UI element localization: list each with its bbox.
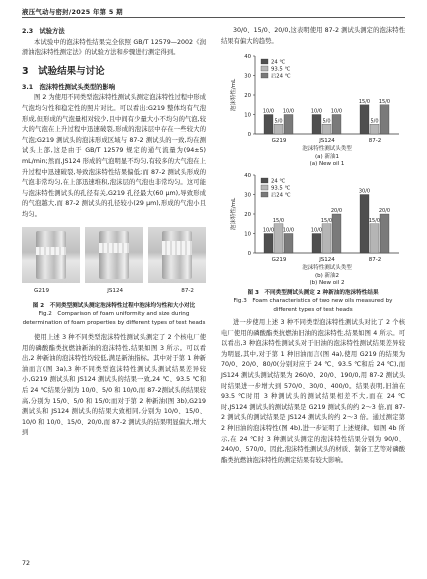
bar [360, 105, 369, 134]
y-tick-label: 20 [244, 93, 251, 100]
x-tick-label: JS124 [319, 257, 335, 264]
photo-labels [22, 283, 206, 297]
bar-data-label: 10/0 [262, 108, 275, 115]
chart-a [221, 50, 405, 167]
bar [264, 115, 273, 135]
bar [332, 214, 341, 253]
photo-label: 87-2 [181, 287, 194, 294]
legend-label: 93.5 ℃ [271, 66, 291, 73]
bar-data-label: 20/0 [330, 208, 343, 215]
photo-g219 [22, 227, 80, 283]
bar [322, 124, 331, 134]
bar [264, 234, 273, 254]
bar-data-label: 15/0 [320, 217, 333, 224]
body-paragraph: 进一步使用上述 3 种不同类型泡沫特性测试头对比了 2 个核电厂使用的磷酸酯类抗燃油旧油的泡沫特性,结果如图 4 所示。可以看出,3 种泡沫特性测试头对于旧油的泡沫特性测试结果差异较为明显,其中,对于第 1 种旧油而言(图 4a),使用 G219 的结果为 70/0、20/0、80/0(分别对应于 24 ℃、93.5 ℃和后 24 ℃),而 JS124 测试头测试结果为 260/0、20/0、190/0,用 87-2 测试头时结果进一步增大到 570/0、30/0、400/0。结果表明,旧油在 93.5 ℃时用 3 种测试头的测试结果相差不大,而在 24 ℃时,JS124 测试头的测试结果是 G219 测试头的约 2～3 倍,而 87-2 测试头的测试结果是 JS124 测试头的约 2～3 倍。通过测定第 2 种旧油的泡沫特性(图 4b),进一步证明了上述规律。如图 4b 所示,在 24 ℃时 3 种测试头测定的泡沫特性结果分别为 90/0、240/0、570/0。因此,泡沫特性测试头的材质、制备工艺等对磷酸酯类抗燃油泡沫特性的测定结果有较大影响。 [221, 319, 405, 464]
bar-data-label: 5/0 [370, 118, 379, 125]
chart-subtitle: (a) 新油1 [315, 154, 339, 161]
x-tick-label: G219 [271, 138, 287, 145]
bar [360, 195, 369, 254]
bar [370, 124, 379, 134]
header-rule [22, 17, 405, 18]
legend-swatch [261, 59, 268, 64]
photo-87-2 [148, 227, 206, 283]
legend-swatch [261, 185, 268, 190]
y-tick-label: 0 [247, 251, 251, 258]
bar-data-label: 15/0 [358, 98, 371, 105]
bar-data-label: 15/0 [272, 217, 285, 224]
bar-data-label: 5/0 [322, 118, 331, 125]
body-paragraph: 30/0、15/0、20/0,这表明使用 87-2 测试头测定的泡沫特性结果有偏大的趋势。 [221, 27, 405, 45]
bar-data-label: 10/0 [310, 227, 323, 234]
x-axis-label: 泡沫特性测试头类型 [302, 265, 352, 272]
section-2-3-text: 本试验中的泡沫特性结果完全依照 GB/T 12579—2002《润滑油泡沫特性测定法》的试验方法和步骤进行测定得到。 [22, 38, 206, 57]
figure-3-caption-cn: 图 3 不同类型测试头测定 2 种新油的泡沫特性结果 [247, 290, 379, 297]
chart-subtitle-en: (a) New oil 1 [309, 161, 345, 168]
chart-subtitle: (b) 新油2 [314, 273, 340, 280]
photo-label: G219 [34, 287, 50, 294]
y-tick-label: 10 [244, 231, 251, 238]
bar [380, 105, 389, 134]
y-tick-label: 20 [244, 212, 251, 219]
chart-b-svg [221, 169, 405, 286]
section-3-1-text: 图 2 为使用不同类型泡沫特性测试头测定泡沫特性过程中形成气泡均匀性和稳定性的照片对比。可以看出:G219 整体均有气泡形成,但形成的气泡量相对较少,且中间有少量大小不均匀的气泡,较大的气泡在上升过程中迅速破裂,形成的泡沫层中存在一些较大的气泡;G219 测试头的泡沫形成区域与 87-2 测试头的一致,均在测试头上部,这是由于 GB/T 12579 规定的通气流量为(94±5) mL/min;然而,JS124 形成的气泡明显不均匀,有较多的大气泡在上升过程中迅速破裂,导致泡沫特性结果偏低;而 87-2 测试头形成的气泡非常均匀,在上部迅速堆积,泡沫层的气泡也非常均匀。这可能与泡沫特性测试头的孔径有关,G219 孔径最大(60 μm),导致形成的气泡越大,而 87-2 测试头的孔径较小(29 μm),形成的气泡小且均匀。 [22, 94, 206, 218]
bar-data-label: 30/0 [358, 188, 371, 195]
bar-data-label: 10/0 [282, 227, 295, 234]
figure-3-caption [221, 289, 405, 314]
bar-data-label: 10/0 [310, 108, 323, 115]
figure-2-caption-cn: 图 2 不同类型测试头测定泡沫特性过程中泡沫均匀性和大小对比 [32, 303, 196, 310]
y-tick-label: 40 [244, 54, 251, 61]
bar-data-label: 10/0 [330, 108, 343, 115]
chart-b [221, 169, 405, 286]
y-axis-label: 泡沫特性/mL [231, 198, 237, 231]
photo-label: JS124 [107, 287, 124, 294]
x-tick-label: 87-2 [368, 138, 382, 145]
left-column [22, 26, 206, 439]
body-paragraph: 使用上述 3 种不同类型泡沫特性测试头测定了 2 个核电厂使用的磷酸酯类抗燃油新油的泡沫特性,结果如图 3 所示。可以看出,2 种新油的泡沫特性均较低,满足新油指标。其中对于第 1 种新油而言(图 3a),3 种不同类型泡沫特性测试头测试结果差异较小,G219 测试头和 JS124 测试头的结果一致,24 ℃、93.5 ℃和后 24 ℃结果分别为 10/0、5/0 和 10/0,而 87-2测试头的结果较高,分别为 15/0、5/0 和 15/0;而对于第 2 种新油(图 3b),G219 测试头和 JS124 测试头的结果大致相同,分别为 10/0、15/0、10/0 和 10/0、15/0、20/0,而 87-2 测试头的结果明显偏大,增大到 [22, 333, 206, 437]
x-tick-label: JS124 [319, 138, 335, 145]
bar-data-label: 5/0 [274, 118, 283, 125]
x-tick-label: G219 [271, 257, 287, 264]
bar [312, 234, 321, 254]
x-axis-label: 泡沫特性测试头类型 [302, 146, 352, 153]
x-tick-label: 87-2 [368, 257, 382, 264]
y-tick-label: 30 [244, 73, 251, 80]
bar [332, 115, 341, 135]
foam-photos [22, 227, 206, 283]
bar [322, 224, 331, 253]
journal-header: 液压气动与密封/2025 年第 5 期 [22, 8, 123, 16]
section-3-1-heading: 3.1 泡沫特性测试头类型的影响 [22, 83, 116, 91]
bar [370, 224, 379, 253]
section-2-3-heading: 2.3 试验方法 [22, 28, 65, 35]
bar [284, 115, 293, 135]
legend-swatch [261, 73, 268, 78]
bar [312, 115, 321, 135]
figure-2-caption-en: Fig.2 Comparison of foam uniformity and size during determination of foam properties by different types of test heads [22, 311, 206, 326]
bar-data-label: 15/0 [378, 98, 391, 105]
figure-3-caption-en: Fig.3 Foam characteristics of two new oils measured by different types of test heads [233, 298, 393, 313]
y-tick-label: 40 [244, 173, 251, 180]
legend-label: 24 ℃ [271, 178, 286, 185]
bar [274, 224, 283, 253]
bar-data-label: 10/0 [262, 227, 275, 234]
legend-swatch [261, 66, 268, 71]
legend-label: 后24 ℃ [271, 192, 291, 199]
figure-2-caption [22, 302, 206, 327]
legend-swatch [261, 192, 268, 197]
chart-a-svg [221, 50, 405, 167]
y-tick-label: 0 [247, 132, 251, 139]
legend-label: 93.5 ℃ [271, 185, 291, 192]
photo-js124 [85, 227, 143, 283]
legend-swatch [261, 178, 268, 183]
page-number: 72 [22, 560, 31, 567]
y-tick-label: 30 [244, 192, 251, 199]
legend-label: 后24 ℃ [271, 73, 291, 80]
bar-data-label: 15/0 [368, 217, 381, 224]
bar [380, 214, 389, 253]
section-3-heading: 3 试验结果与讨论 [22, 65, 105, 77]
bar-data-label: 10/0 [282, 108, 295, 115]
y-tick-label: 10 [244, 112, 251, 119]
right-column [221, 26, 405, 466]
bar [284, 234, 293, 254]
bar [274, 124, 283, 134]
y-axis-label: 泡沫特性/mL [231, 79, 237, 112]
legend-label: 24 ℃ [271, 59, 286, 66]
chart-subtitle-en: (b) New oil 2 [309, 280, 345, 287]
bar-data-label: 20/0 [378, 208, 391, 215]
